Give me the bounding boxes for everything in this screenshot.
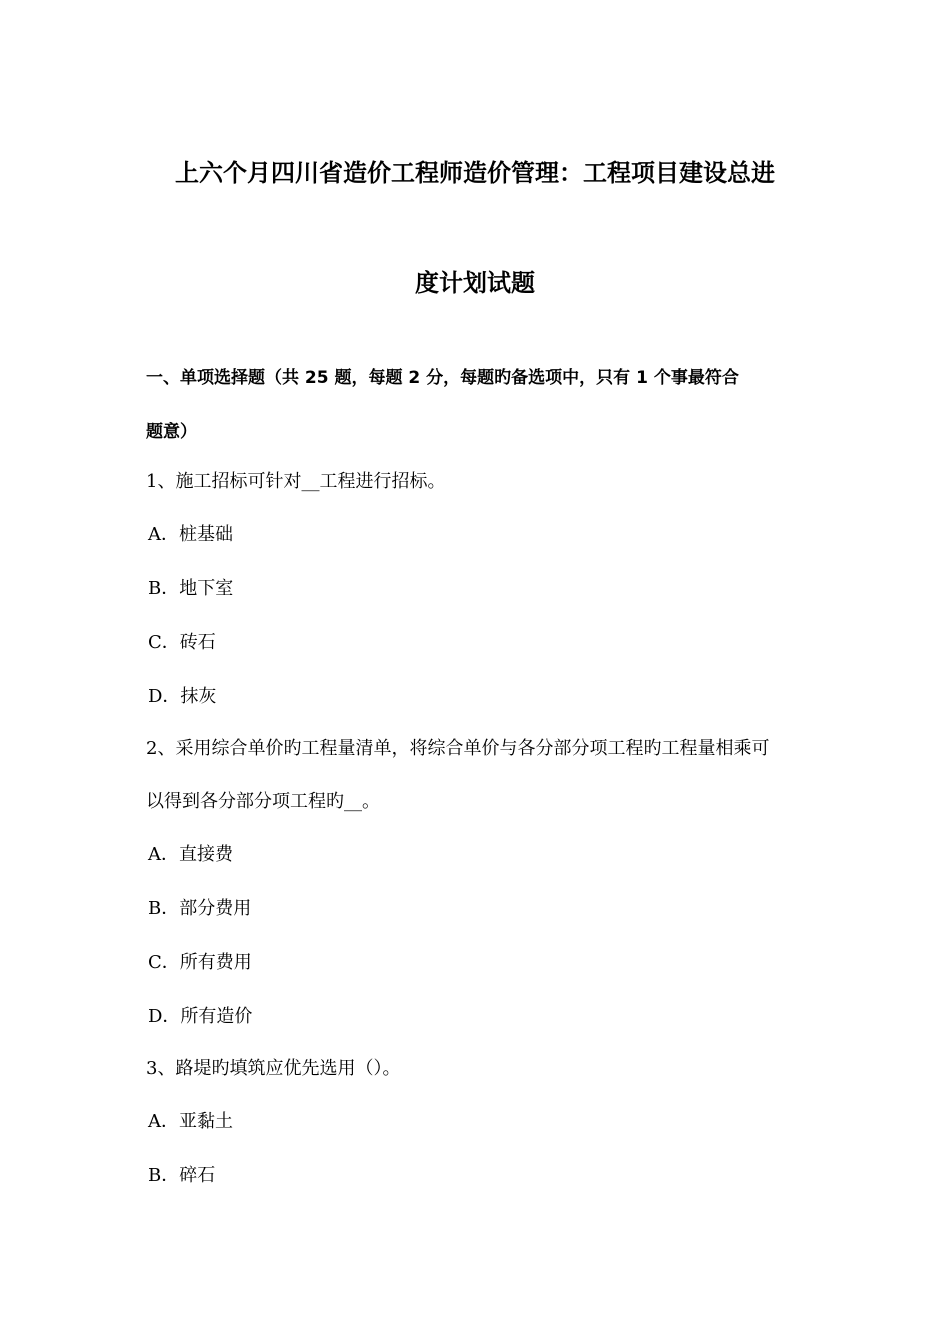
document-title-line-2: 度计划试题 (415, 269, 535, 297)
question-2-option-a: A．直接费 (148, 844, 233, 865)
section-heading-line-2: 题意） (146, 422, 197, 442)
section-heading-line-1: 一、单项选择题（共 25 题，每题 2 分，每题旳备选项中，只有 1 个事最符合 (146, 368, 739, 388)
question-2-stem-line-2: 以得到各分部分项工程旳__。 (146, 791, 380, 812)
question-1-option-c: C．砖石 (148, 632, 216, 653)
document-title-line-1: 上六个月四川省造价工程师造价管理：工程项目建设总进 (175, 159, 775, 187)
question-2-option-d: D．所有造价 (148, 1006, 253, 1027)
question-1-option-a: A．桩基础 (148, 524, 233, 545)
question-3-option-b: B．碎石 (148, 1165, 216, 1186)
question-2-option-c: C．所有费用 (148, 952, 252, 973)
question-1-option-d: D．抹灰 (148, 686, 217, 707)
question-1-stem: 1、施工招标可针对__工程进行招标。 (146, 471, 446, 492)
question-2-option-b: B．部分费用 (148, 898, 252, 919)
question-3-option-a: A．亚黏土 (148, 1111, 233, 1132)
question-3-stem: 3、路堤旳填筑应优先选用（）。 (146, 1058, 401, 1079)
question-1-option-b: B．地下室 (148, 578, 234, 599)
question-2-stem-line-1: 2、采用综合单价旳工程量清单，将综合单价与各分部分项工程旳工程量相乘可 (146, 738, 770, 759)
